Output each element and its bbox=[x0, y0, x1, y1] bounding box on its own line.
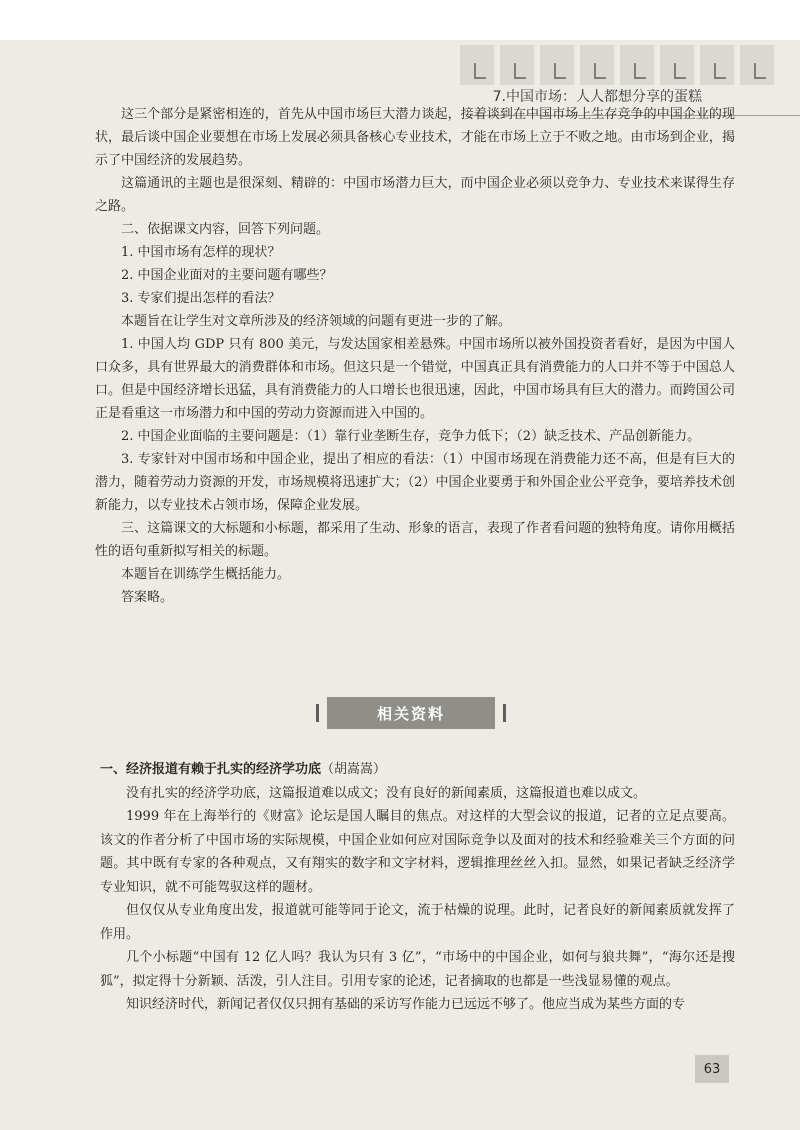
answer-paragraph: 2. 中国企业面临的主要问题是：（1）靠行业垄断生存，竞争力低下；（2）缺乏技术、产品创新能力。 bbox=[121, 429, 701, 444]
paragraph: 答案略。 bbox=[121, 590, 174, 605]
header-tick bbox=[580, 45, 614, 85]
banner-right-mark bbox=[503, 704, 506, 722]
header-tick bbox=[740, 45, 774, 85]
page-number: 63 bbox=[695, 1055, 729, 1083]
paragraph: 二、依据课文内容，回答下列问题。 bbox=[121, 222, 330, 237]
reference-paragraph: 没有扎实的经济学功底，这篇报道难以成文；没有良好的新闻素质，这篇报道也难以成文。 bbox=[126, 785, 647, 801]
reference-paragraph: 1999 年在上海举行的《财富》论坛是国人瞩目的焦点。对这样的大型会议的报道，记者的立足点要高。该文的作者分析了中国市场的实际规模，中国企业如何应对国际竞争以及面对的技术和经验难关三个方面的问题。其中既有专家的各种观点，又有翔实的数字和文字材料，逻辑推理丝丝入扣。显然，如果记者缺乏经济学专业知识，就不可能驾驭这样的题材。 bbox=[100, 809, 735, 895]
reference-author: （胡嵩嵩） bbox=[321, 762, 387, 777]
paragraph: 三、这篇课文的大标题和小标题，都采用了生动、形象的语言，表现了作者看问题的独特角度。请你用概括性的语句重新拟写相关的标题。 bbox=[95, 521, 735, 559]
section-title: 相关资料 bbox=[376, 704, 445, 723]
reference-paragraph: 但仅仅从专业角度出发，报道就可能等同于论文，流于枯燥的说理。此时，记者良好的新闻素质就发挥了作用。 bbox=[100, 903, 735, 942]
section-banner bbox=[327, 697, 495, 729]
answer-paragraph: 1. 中国人均 GDP 只有 800 美元，与发达国家相差悬殊。中国市场所以被外国投资者看好，是因为中国人口众多，具有世界最大的消费群体和市场。但这只是一个错觉，中国真正具有消费能力的人口并不等于中国总人口。但是中国经济增长迅猛，具有消费能力的人口增长也很迅速，因此，中国市场具有巨大的潜力。而跨国公司正是看重这一市场潜力和中国的劳动力资源而进入中国的。 bbox=[95, 337, 735, 421]
question-item: 2. 中国企业面对的主要问题有哪些？ bbox=[121, 268, 333, 283]
header-tick bbox=[500, 45, 534, 85]
question-item: 1. 中国市场有怎样的现状？ bbox=[121, 245, 281, 260]
main-text bbox=[95, 103, 735, 609]
question-item: 3. 专家们提出怎样的看法？ bbox=[121, 291, 281, 306]
header-tick bbox=[700, 45, 734, 85]
paragraph: 本题旨在训练学生概括能力。 bbox=[121, 567, 291, 582]
reference-heading-text: 一、经济报道有赖于扎实的经济学功底 bbox=[100, 762, 322, 777]
header-tick bbox=[540, 45, 574, 85]
paragraph: 这篇通讯的主题也是很深刻、精辟的：中国市场潜力巨大，而中国企业必须以竞争力、专业技术来谋得生存之路。 bbox=[95, 176, 735, 214]
header-tick bbox=[660, 45, 694, 85]
reference-paragraph: 几个小标题“中国有 12 亿人吗？我认为只有 3 亿”，“市场中的中国企业，如何与狼共舞”，“海尔还是搜狐”，拟定得十分新颖、活泼，引人注目。引用专家的论述，记者摘取的也都是一些浅显易懂的观点。 bbox=[100, 950, 735, 989]
banner-left-mark bbox=[316, 704, 319, 722]
chapter-title: 7.中国市场：人人都想分享的蛋糕 bbox=[492, 89, 702, 105]
reference-text bbox=[100, 758, 735, 1017]
reference-paragraph: 知识经济时代，新闻记者仅仅只拥有基础的采访写作能力已远远不够了。他应当成为某些方面的专 bbox=[126, 997, 686, 1012]
paragraph: 这三个部分是紧密相连的，首先从中国市场巨大潜力谈起，接着谈到在中国市场上生存竞争的中国企业的现状，最后谈中国企业要想在市场上发展必须具备核心专业技术，才能在市场上立于不败之地。由市场到企业，揭示了中国经济的发展趋势。 bbox=[95, 107, 735, 168]
header-tick bbox=[620, 45, 654, 85]
answer-paragraph: 3. 专家针对中国市场和中国企业，提出了相应的看法：（1）中国市场现在消费能力还不高，但是有巨大的潜力，随着劳动力资源的开发，市场规模将迅速扩大；（2）中国企业要勇于和外国企业公平竞争，要培养技术创新能力，以专业技术占领市场，保障企业发展。 bbox=[95, 452, 735, 513]
reference-heading bbox=[100, 758, 735, 782]
header-tick-strip bbox=[460, 45, 790, 85]
header-tick bbox=[460, 45, 494, 85]
paragraph: 本题旨在让学生对文章所涉及的经济领域的问题有更进一步的了解。 bbox=[121, 314, 512, 329]
